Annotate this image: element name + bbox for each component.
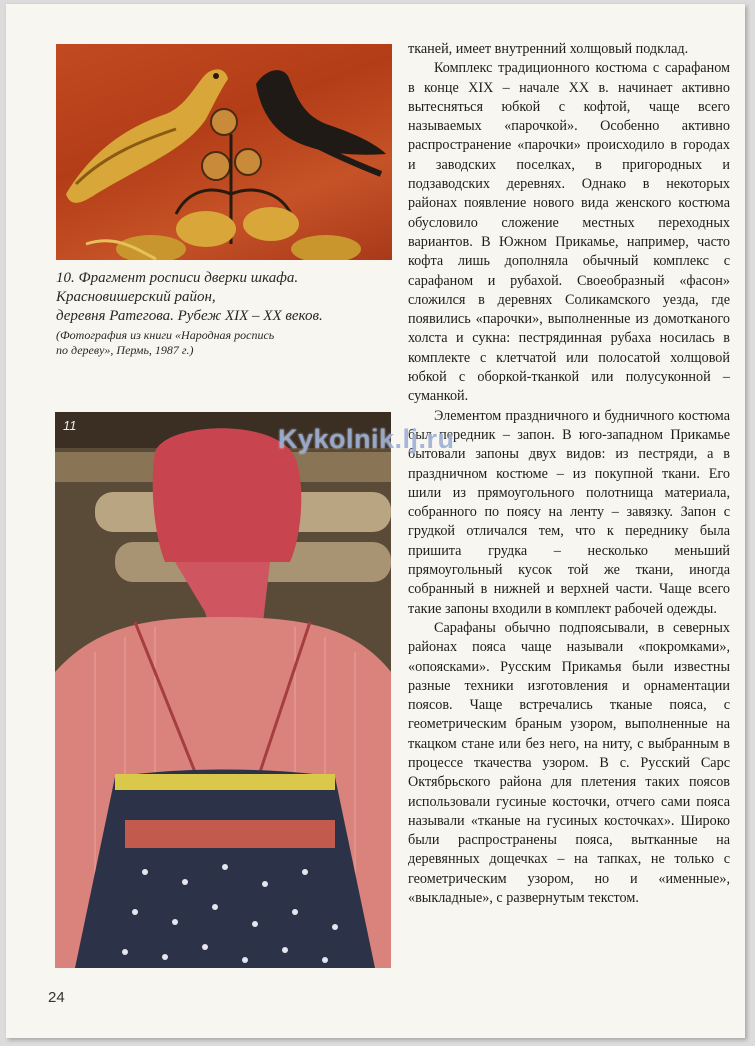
costume-photo	[55, 412, 391, 968]
figure-10-caption	[56, 269, 396, 358]
painting-photo	[56, 44, 392, 260]
paragraph: Сарафаны обычно подпоясывали, в северных районах пояса чаще называли «покромками», «опоясками». Русским Прикамья были известны разные техники изготовления и орнаментации поясов. Чаще встречались тканые пояса, с геометрическим браным узором, выполненные на ткацком стане или без него, на ниту, с выбранным в процессе ткачества узором. В с. Русский Сарс Октябрьского района для плетения таких поясов использовали гусиные косточки, отчего сами пояса называли «тканые на гусиных косточках». Широко были распространены пояса, вытканные на деревянных дощечках – на тапках, не только с геометрическим узором, но и «именные», «выкладные», с развернутым текстом.	[408, 619, 730, 907]
costume-illustration	[55, 412, 391, 968]
book-page	[6, 4, 745, 1038]
photo-credit	[56, 328, 396, 358]
paragraph: тканей, имеет внутренний холщовый подклад.	[408, 41, 689, 57]
caption-line-2: Красновишерский район,	[56, 289, 216, 305]
figure-11-number: 11	[63, 418, 77, 433]
credit-line-1: (Фотография из книги «Народная роспись	[56, 328, 275, 342]
page-number: 24	[48, 989, 65, 1006]
body-text	[408, 40, 730, 908]
credit-line-2: по дереву», Пермь, 1987 г.)	[56, 343, 194, 357]
paragraph: Комплекс традиционного костюма с сарафаном в конце XIX – начале XX в. начинает активно вытесняться юбкой с кофтой, чаще всего называемых «парочкой». Особенно активно распространение «парочки» происходило в городах и заводских поселках, в пригородных и подзаводских деревнях. Однако в некоторых районах появление нового вида женского костюма обусловило сложение местных переходных вариантов. В Южном Прикамье, например, часто кофта лишь дополняла обычный комплекс с сарафаном и рубахой. Своеобразный «фасон» сложился в деревнях Соликамского уезда, где появились «парочки», выполненные из домотканого холста и сукна: пестрядинная рубаха носилась в комплекте с клетчатой или полосатой холщовой юбкой с оборкой-тканкой или полусуконной – суманкой.	[408, 60, 730, 405]
paragraph: Элементом праздничного и будничного костюма был передник – запон. В юго-западном Прикамье бытовали запоны двух видов: из пестряди, а в праздничном костюме – из покупной ткани. Его шили из прямоугольного полотнища материала, собранного по поясу на ленту – завязку. Запон с грудкой отличался тем, что к переднику была пришита грудка – несколько меньший прямоугольный кусок той же ткани, иногда собранный в нижней и верхней части. Чаще всего такие запоны входили в комплект рабочей одежды.	[408, 407, 730, 617]
folk-painting-illustration	[56, 44, 392, 260]
caption-line-3: деревня Ратегова. Рубеж XIX – XX веков.	[56, 308, 323, 324]
caption-line-1: 10. Фрагмент росписи дверки шкафа.	[56, 270, 299, 286]
watermark: Kykolnik.lj.ru	[278, 424, 455, 454]
